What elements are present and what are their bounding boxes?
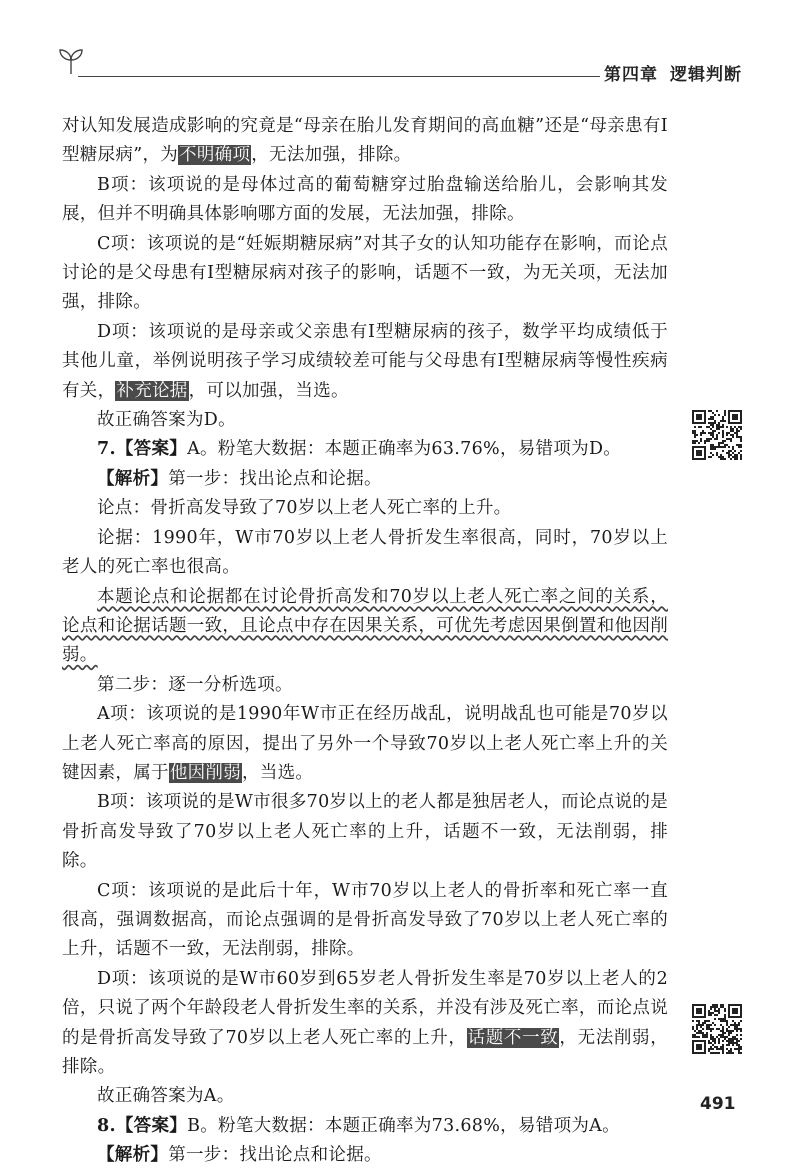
text-span: ，无法削弱，排除。: [62, 1027, 669, 1077]
text-span: A项：该项说的是1990年W市正在经历战乱，说明战乱也可能是70岁以上老人死亡率高的原因，提出了另外一个导致70岁以上老人死亡率上升的关键因素，属于: [62, 704, 668, 783]
highlighted-keyword: 补充论据: [116, 380, 188, 401]
text-span: ，当选。: [242, 762, 314, 783]
qr-code-icon[interactable]: [692, 410, 742, 460]
underlined-summary: 本题论点和论据都在讨论骨折高发和70岁以上老人死亡率之间的关系，论点和论据话题一致，且论点中存在因果关系，可优先考虑因果倒置和他因削弱。: [62, 586, 668, 666]
text-span: D项：该项说的是母亲或父亲患有Ⅰ型糖尿病的孩子，数学平均成绩低于其他儿童，举例说明孩子学习成绩较差可能与父母患有Ⅰ型糖尿病等慢性疾病有关，: [62, 321, 668, 401]
paragraph: [62, 877, 668, 965]
qr-code-bottom: [692, 1004, 742, 1054]
text-span: D项：该项说的是W市60岁到65岁老人骨折发生率是70岁以上老人的2倍，只说了两个年龄段老人骨折发生率的关系，并没有涉及死亡率，而论点说的是骨折高发导致了70岁以上老人死亡率的上升，: [62, 968, 668, 1048]
text-span: C项：该项说的是此后十年，W市70岁以上老人的骨折率和死亡率一直很高，强调数据高，而论点强调的是骨折高发导致了70岁以上老人死亡率的上升，话题不一致，无法削弱，排除。: [62, 880, 668, 960]
text-span: 第二步：逐一分析选项。: [97, 674, 293, 695]
paragraph: [62, 318, 668, 406]
paragraph: [62, 965, 668, 1083]
text-span: 故正确答案为A。: [97, 1086, 235, 1107]
chapter-number: 第四章: [604, 65, 658, 85]
text-span: 故正确答案为D。: [97, 410, 236, 431]
qr-code-top: [692, 410, 742, 460]
text-span: ，无法加强，排除。: [251, 145, 412, 166]
highlighted-keyword: 话题不一致: [467, 1027, 559, 1048]
text-span: ，可以加强，当选。: [188, 380, 349, 401]
text-span: 第一步：找出论点和论据。: [168, 468, 382, 489]
text-span: 论据：1990年，W市70岁以上老人骨折发生率很高，同时，70岁以上老人的死亡率也很高。: [62, 527, 668, 578]
answer-explanation-body: [62, 112, 668, 1171]
paragraph: [62, 230, 668, 318]
paragraph: [62, 171, 668, 230]
text-span: 第一步：找出论点和论据。: [168, 1145, 382, 1166]
page-header: [0, 0, 800, 100]
paragraph: [62, 524, 668, 583]
highlighted-keyword: 不明确项: [179, 145, 251, 166]
paragraph: [62, 1141, 668, 1170]
text-span: B。粉笔大数据：本题正确率为73.68%，易错项为A。: [187, 1115, 620, 1136]
text-span: B项：该项说的是母体过高的葡萄糖穿过胎盘输送给胎儿，会影响其发展，但并不明确具体影响哪方面的发展，无法加强，排除。: [62, 174, 668, 225]
paragraph: [62, 583, 668, 671]
answer-label: 【解析】: [97, 1145, 169, 1166]
text-span: 论点：骨折高发导致了70岁以上老人死亡率的上升。: [97, 498, 512, 519]
chapter-name: 逻辑判断: [670, 65, 742, 85]
qr-code-icon[interactable]: [692, 1004, 742, 1054]
paragraph: [62, 406, 668, 435]
paragraph: [62, 112, 668, 171]
paragraph: [62, 788, 668, 876]
answer-label: 8.【答案】: [97, 1115, 188, 1136]
text-span: A。粉笔大数据：本题正确率为63.76%，易错项为D。: [187, 439, 622, 460]
sprout-leaf-icon: [58, 44, 84, 76]
text-span: 对认知发展造成影响的究竟是“母亲在胎儿发育期间的高血糖”还是“母亲患有Ⅰ型糖尿病”，为: [62, 116, 668, 166]
text-span: B项：该项说的是W市很多70岁以上的老人都是独居老人，而论点说的是骨折高发导致了70岁以上老人死亡率的上升，话题不一致，无法削弱，排除。: [62, 792, 668, 872]
answer-label: 【解析】: [97, 468, 169, 489]
paragraph: [62, 1112, 668, 1141]
paragraph: [62, 1082, 668, 1111]
paragraph: [62, 435, 668, 464]
highlighted-keyword: 他因削弱: [169, 762, 242, 783]
chapter-title: [604, 60, 742, 85]
text-span: C项：该项说的是“妊娠期糖尿病”对其子女的认知功能存在影响，而论点讨论的是父母患有Ⅰ型糖尿病对孩子的影响，话题不一致，为无关项，无法加强，排除。: [62, 233, 668, 313]
header-divider: [78, 76, 600, 77]
page-number: 491: [700, 1094, 736, 1114]
paragraph: [62, 494, 668, 523]
paragraph: [62, 465, 668, 494]
answer-label: 7.【答案】: [97, 439, 188, 460]
paragraph: [62, 700, 668, 788]
paragraph: [62, 671, 668, 700]
